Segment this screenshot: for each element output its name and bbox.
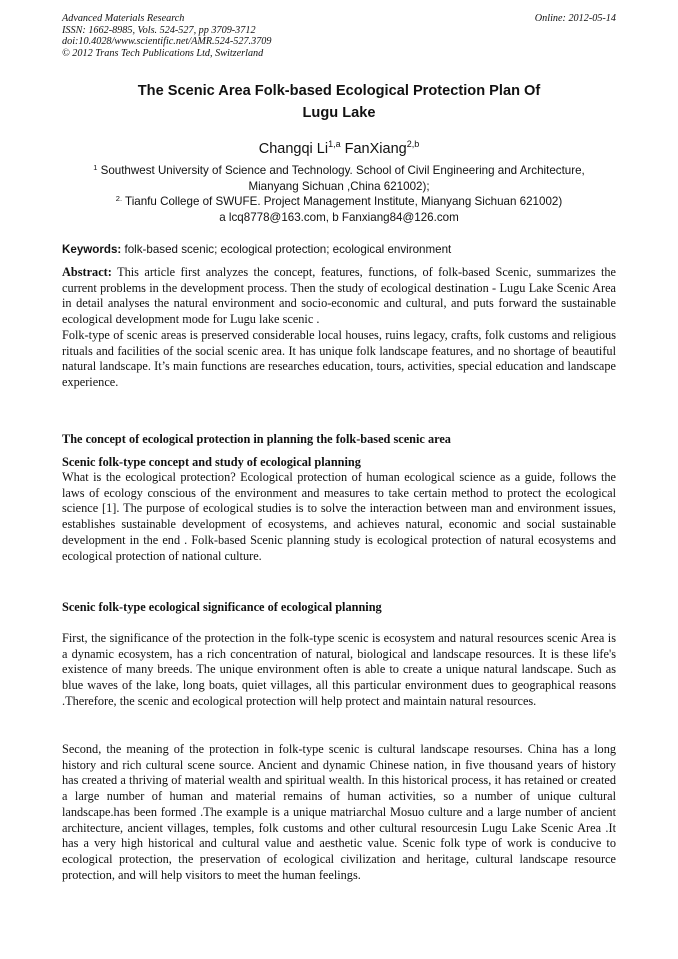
paper-title <box>62 80 616 124</box>
abstract-paragraph-2: Folk-type of scenic areas is preserved considerable local houses, ruins legacy, crafts, folk customs and religious rituals and facilities of the social scenic area. It has unique folk landscape features, and no shortage of beautiful natural landscape. It’s main functions are researches education, tours, activities, special education and landscape experience. <box>62 327 616 389</box>
section-2-paragraph-1: First, the significance of the protection in the folk-type scenic is ecosystem and natural resources scenic Area is a dynamic ecosystem, has a rich concentration of natural, biological and landscape resources. It is these life's existence of many breeds. The unique environment often is able to create a unique natural landscape. Such as blue waves of the lake, long boats, quiet villages, all this particular environment dues to geographical reasons .Therefore, the scenic and ecological protection will help protect and maintain natural resources. <box>62 631 616 708</box>
issn-line: ISSN: 1662-8985, Vols. 524-527, pp 3709-3712 <box>62 24 256 36</box>
abstract-paragraph-1: Abstract: This article first analyzes the concept, features, functions, of folk-based Scenic, summarizes the current problems in the development process. Then the study of ecological destination - Lugu Lake Scenic Area in detail analyses the natural environment and socio-economic and cultural, and puts forward the sustainable ecological development mode for Lugu lake scenic . <box>62 265 616 327</box>
author-list <box>62 140 616 158</box>
author-emails: a lcq8778@163.com, b Fanxiang84@126.com <box>219 210 459 224</box>
section-2-paragraph-1-block <box>62 631 616 710</box>
author-2-affiliation-mark: 2,b <box>406 139 420 149</box>
author-1-affiliation-mark: 1,a <box>328 139 341 149</box>
online-date: Online: 2012-05-14 <box>534 13 616 24</box>
section-1-paragraph: What is the ecological protection? Ecological protection of human ecological science as a guide, follows the laws of ecology conscious of the environment and measures to take certain method to protect the ecological science [1]. The purpose of ecological studies is to solve the interaction between man and environment issues, establishes sustainable development of ecosystems, and achieves natural, economic and social sustainable development in the end . Folk-based Scenic planning study is ecological protection of natural ecosystems and ecological protection of national culture. <box>62 470 616 563</box>
affiliation-1-line-1: $^1$ Southwest University of Science and Technology. School of Civil Engineering and Architecture, <box>93 163 585 177</box>
section-1-heading: The concept of ecological protection in planning the folk-based scenic area <box>62 432 451 446</box>
affiliation-2-line-1: $^{2.}$ Tianfu College of SWUFE. Project Management Institute, Mianyang Sichuan 621002) <box>115 194 563 209</box>
affiliation-1-line-2: Mianyang Sichuan ,China 621002); <box>248 179 430 193</box>
title-line-2: Lugu Lake <box>302 105 376 121</box>
section-2-subheading: Scenic folk-type ecological significance of ecological planning <box>62 600 382 614</box>
affiliation-1-mark: 1 <box>93 163 98 172</box>
journal-header <box>62 13 616 59</box>
section-2-paragraph-2-block <box>62 742 616 883</box>
keywords-text: folk-based scenic; ecological protection; ecological environment <box>121 243 452 256</box>
title-line-1: The Scenic Area Folk-based Ecological Protection Plan Of <box>137 83 541 99</box>
abstract <box>62 265 616 391</box>
affiliations <box>62 163 616 225</box>
section-1-subheading: Scenic folk-type concept and study of ecological planning <box>62 455 361 469</box>
keywords-label: Keywords: <box>62 243 122 256</box>
journal-name: Advanced Materials Research <box>62 13 185 24</box>
section-1-body <box>62 470 616 564</box>
abstract-label: Abstract: <box>62 265 112 279</box>
author-2: FanXiang <box>340 141 407 157</box>
author-1: Changqi Li <box>258 141 329 157</box>
section-2-paragraph-2: Second, the meaning of the protection in folk-type scenic is cultural landscape resourses. China has a long history and rich cultural scene source. Ancient and dynamic Chinese nation, in five thousand years of history has created a thriving of material wealth and spiritual wealth. In this historical process, it has retained or created a large number of human and material remains of human activities, so a number of unique cultural landscape.has been formed .The example is a unique matriarchal Mosuo culture and a large number of ancient architecture, ancient villages, temples, folk customs and other cultural resourcesin Lugu Lake Scenic Area .It has a very high historical and cultural value and aesthetic value. Scenic folk type of work is conducive to ecological protection, the preservation of ecological civilization and heritage, cultural landscape resource protection, and will help visitors to meet the human feelings. <box>62 742 616 882</box>
keywords <box>62 242 616 257</box>
doi-line: doi:10.4028/www.scientific.net/AMR.524-527.3709 <box>62 36 272 48</box>
copyright-line: © 2012 Trans Tech Publications Ltd, Switzerland <box>62 47 264 59</box>
affiliation-2-mark: 2. <box>115 194 123 204</box>
